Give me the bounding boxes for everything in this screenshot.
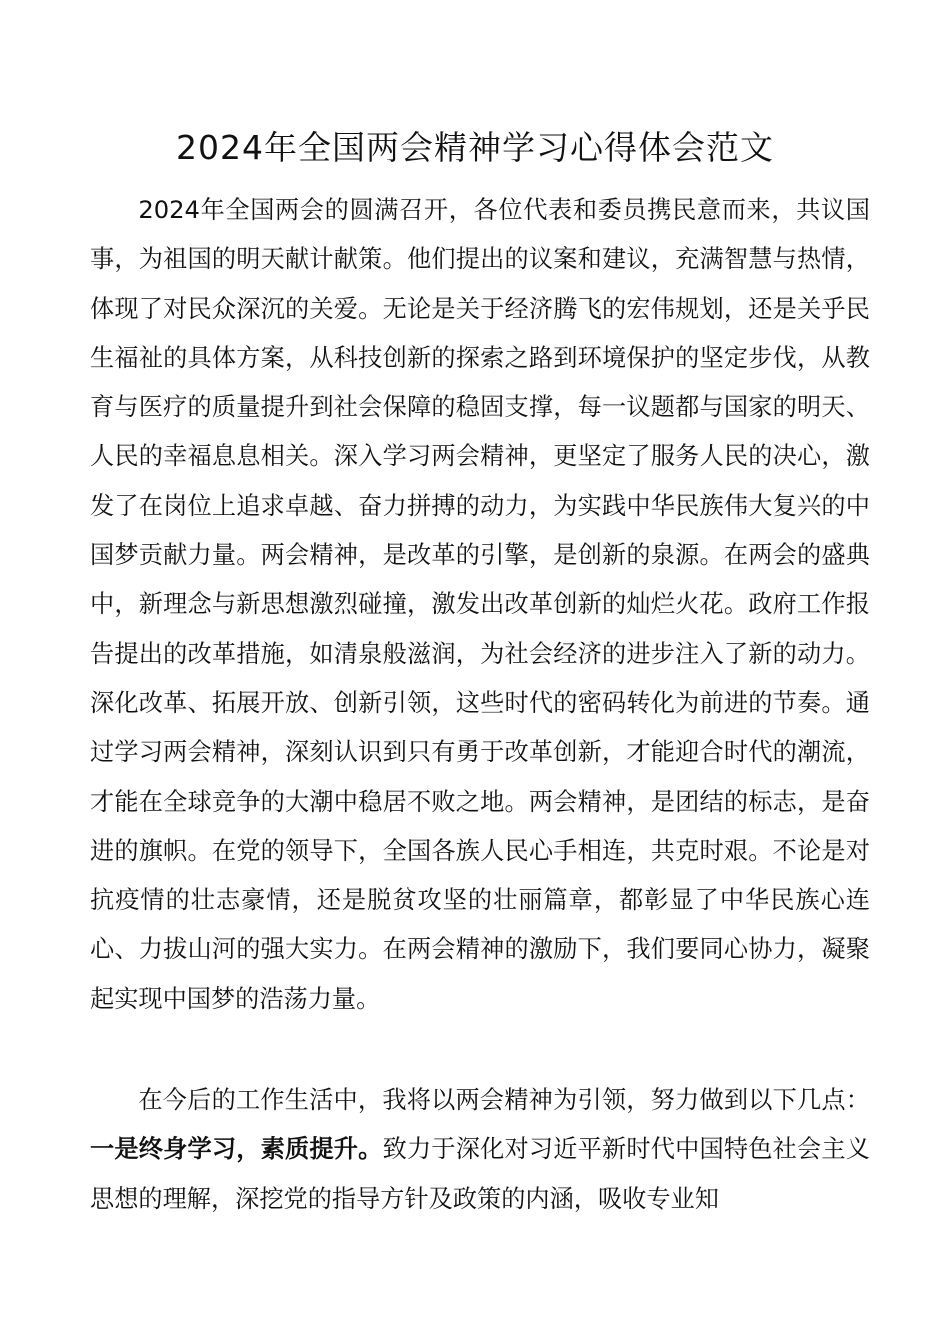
body-paragraph-2 bbox=[90, 1076, 870, 1224]
paragraph-rest: 致力于深化对习近平新时代中国特色社会主义思想的理解，深挖党的指导方针及政策的内涵，吸收专业知 bbox=[90, 1135, 870, 1213]
document-title: 2024年全国两会精神学习心得体会范文 bbox=[176, 128, 774, 167]
bold-lead-phrase: 一是终身学习，素质提升。 bbox=[90, 1135, 383, 1164]
paragraph-intro: 在今后的工作生活中，我将以两会精神为引领，努力做到以下几点： bbox=[138, 1086, 870, 1114]
body-paragraph-1: 2024年全国两会的圆满召开，各位代表和委员携民意而来，共议国事，为祖国的明天献计献策。他们提出的议案和建议，充满智慧与热情，体现了对民众深沉的关爱。无论是关于经济腾飞的宏伟规划，还是关乎民生福祉的具体方案，从科技创新的探索之路到环境保护的坚定步伐，从教育与医疗的质量提升到社会保障的稳固支撑，每一议题都与国家的明天、人民的幸福息息相关。深入学习两会精神，更坚定了服务人民的决心，激发了在岗位上追求卓越、奋力拼搏的动力，为实践中华民族伟大复兴的中国梦贡献力量。两会精神，是改革的引擎，是创新的泉源。在两会的盛典中，新理念与新思想激烈碰撞，激发出改革创新的灿烂火花。政府工作报告提出的改革措施，如清泉般滋润，为社会经济的进步注入了新的动力。深化改革、拓展开放、创新引领，这些时代的密码转化为前进的节奏。通过学习两会精神，深刻认识到只有勇于改革创新，才能迎合时代的潮流，才能在全球竞争的大潮中稳居不败之地。两会精神，是团结的标志，是奋进的旗帜。在党的领导下，全国各族人民心手相连，共克时艰。不论是对抗疫情的壮志豪情，还是脱贫攻坚的壮丽篇章，都彰显了中华民族心连心、力拔山河的强大实力。在两会精神的激励下，我们要同心协力，凝聚起实现中国梦的浩荡力量。 bbox=[90, 196, 870, 1013]
